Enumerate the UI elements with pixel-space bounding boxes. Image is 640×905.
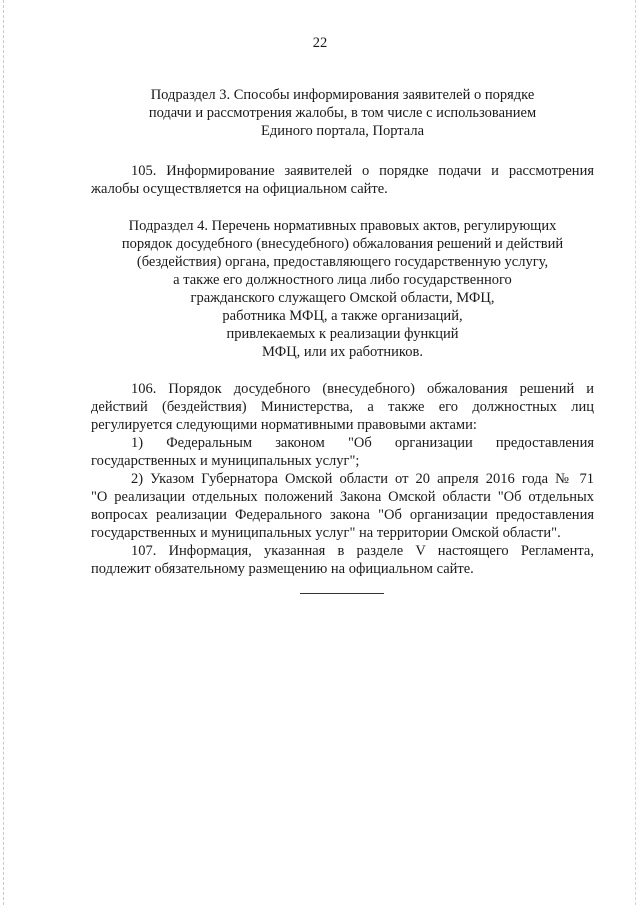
heading-line: МФЦ, или их работников.: [262, 344, 423, 360]
paragraph-line: 106. Порядок досудебного (внесудебного) обжалования решений и: [131, 381, 594, 397]
paragraph-107: [91, 542, 594, 578]
paragraph-line: государственных и муниципальных услуг";: [91, 453, 360, 469]
scan-edge-left: [3, 0, 5, 905]
heading-line: работника МФЦ, а также организаций,: [222, 308, 463, 324]
paragraph-line: 105. Информирование заявителей о порядке подачи и рассмотрения: [131, 163, 594, 179]
paragraph-line: 107. Информация, указанная в разделе V настоящего Регламента,: [131, 543, 594, 559]
heading-line: Подраздел 3. Способы информирования заявителей о порядке: [150, 87, 535, 103]
paragraph-106: [91, 380, 594, 434]
heading-line: гражданского служащего Омской области, МФЦ,: [190, 290, 495, 306]
heading-line: Подраздел 4. Перечень нормативных правовых актов, регулирующих: [128, 218, 557, 234]
list-item-1: [91, 434, 594, 470]
end-separator-line: [300, 593, 384, 594]
subsection-4-heading: [91, 217, 594, 361]
heading-line: порядок досудебного (внесудебного) обжалования решений и действий: [121, 236, 564, 252]
scan-edge-right: [635, 0, 637, 905]
heading-line: привлекаемых к реализации функций: [226, 326, 459, 342]
paragraph-line: действий (бездействия) Министерства, а также его должностных лиц: [91, 399, 594, 415]
subsection-3-heading: [91, 86, 594, 140]
paragraph-line: "О реализации отдельных положений Закона Омской области "Об отдельных: [91, 489, 594, 505]
heading-line: Единого портала, Портала: [260, 123, 425, 139]
paragraph-line: жалобы осуществляется на официальном сайте.: [91, 181, 388, 197]
document-body: [91, 86, 594, 578]
paragraph-105: [91, 162, 594, 198]
heading-line: подачи и рассмотрения жалобы, в том числе с использованием: [148, 105, 537, 121]
paragraph-line: подлежит обязательному размещению на официальном сайте.: [91, 561, 474, 577]
list-item-2: [91, 470, 594, 542]
heading-line: (бездействия) органа, предоставляющего государственную услугу,: [136, 254, 549, 270]
heading-line: а также его должностного лица либо государственного: [173, 272, 512, 288]
page-number: 22: [312, 35, 328, 51]
paragraph-line: 2) Указом Губернатора Омской области от 20 апреля 2016 года № 71: [131, 471, 594, 487]
paragraph-line: 1) Федеральным законом "Об организации предоставления: [131, 435, 594, 451]
paragraph-line: регулируется следующими нормативными правовыми актами:: [91, 417, 477, 433]
paragraph-line: вопросах реализации Федерального закона "Об организации предоставления: [91, 507, 594, 523]
paragraph-line: государственных и муниципальных услуг" на территории Омской области".: [91, 525, 561, 541]
